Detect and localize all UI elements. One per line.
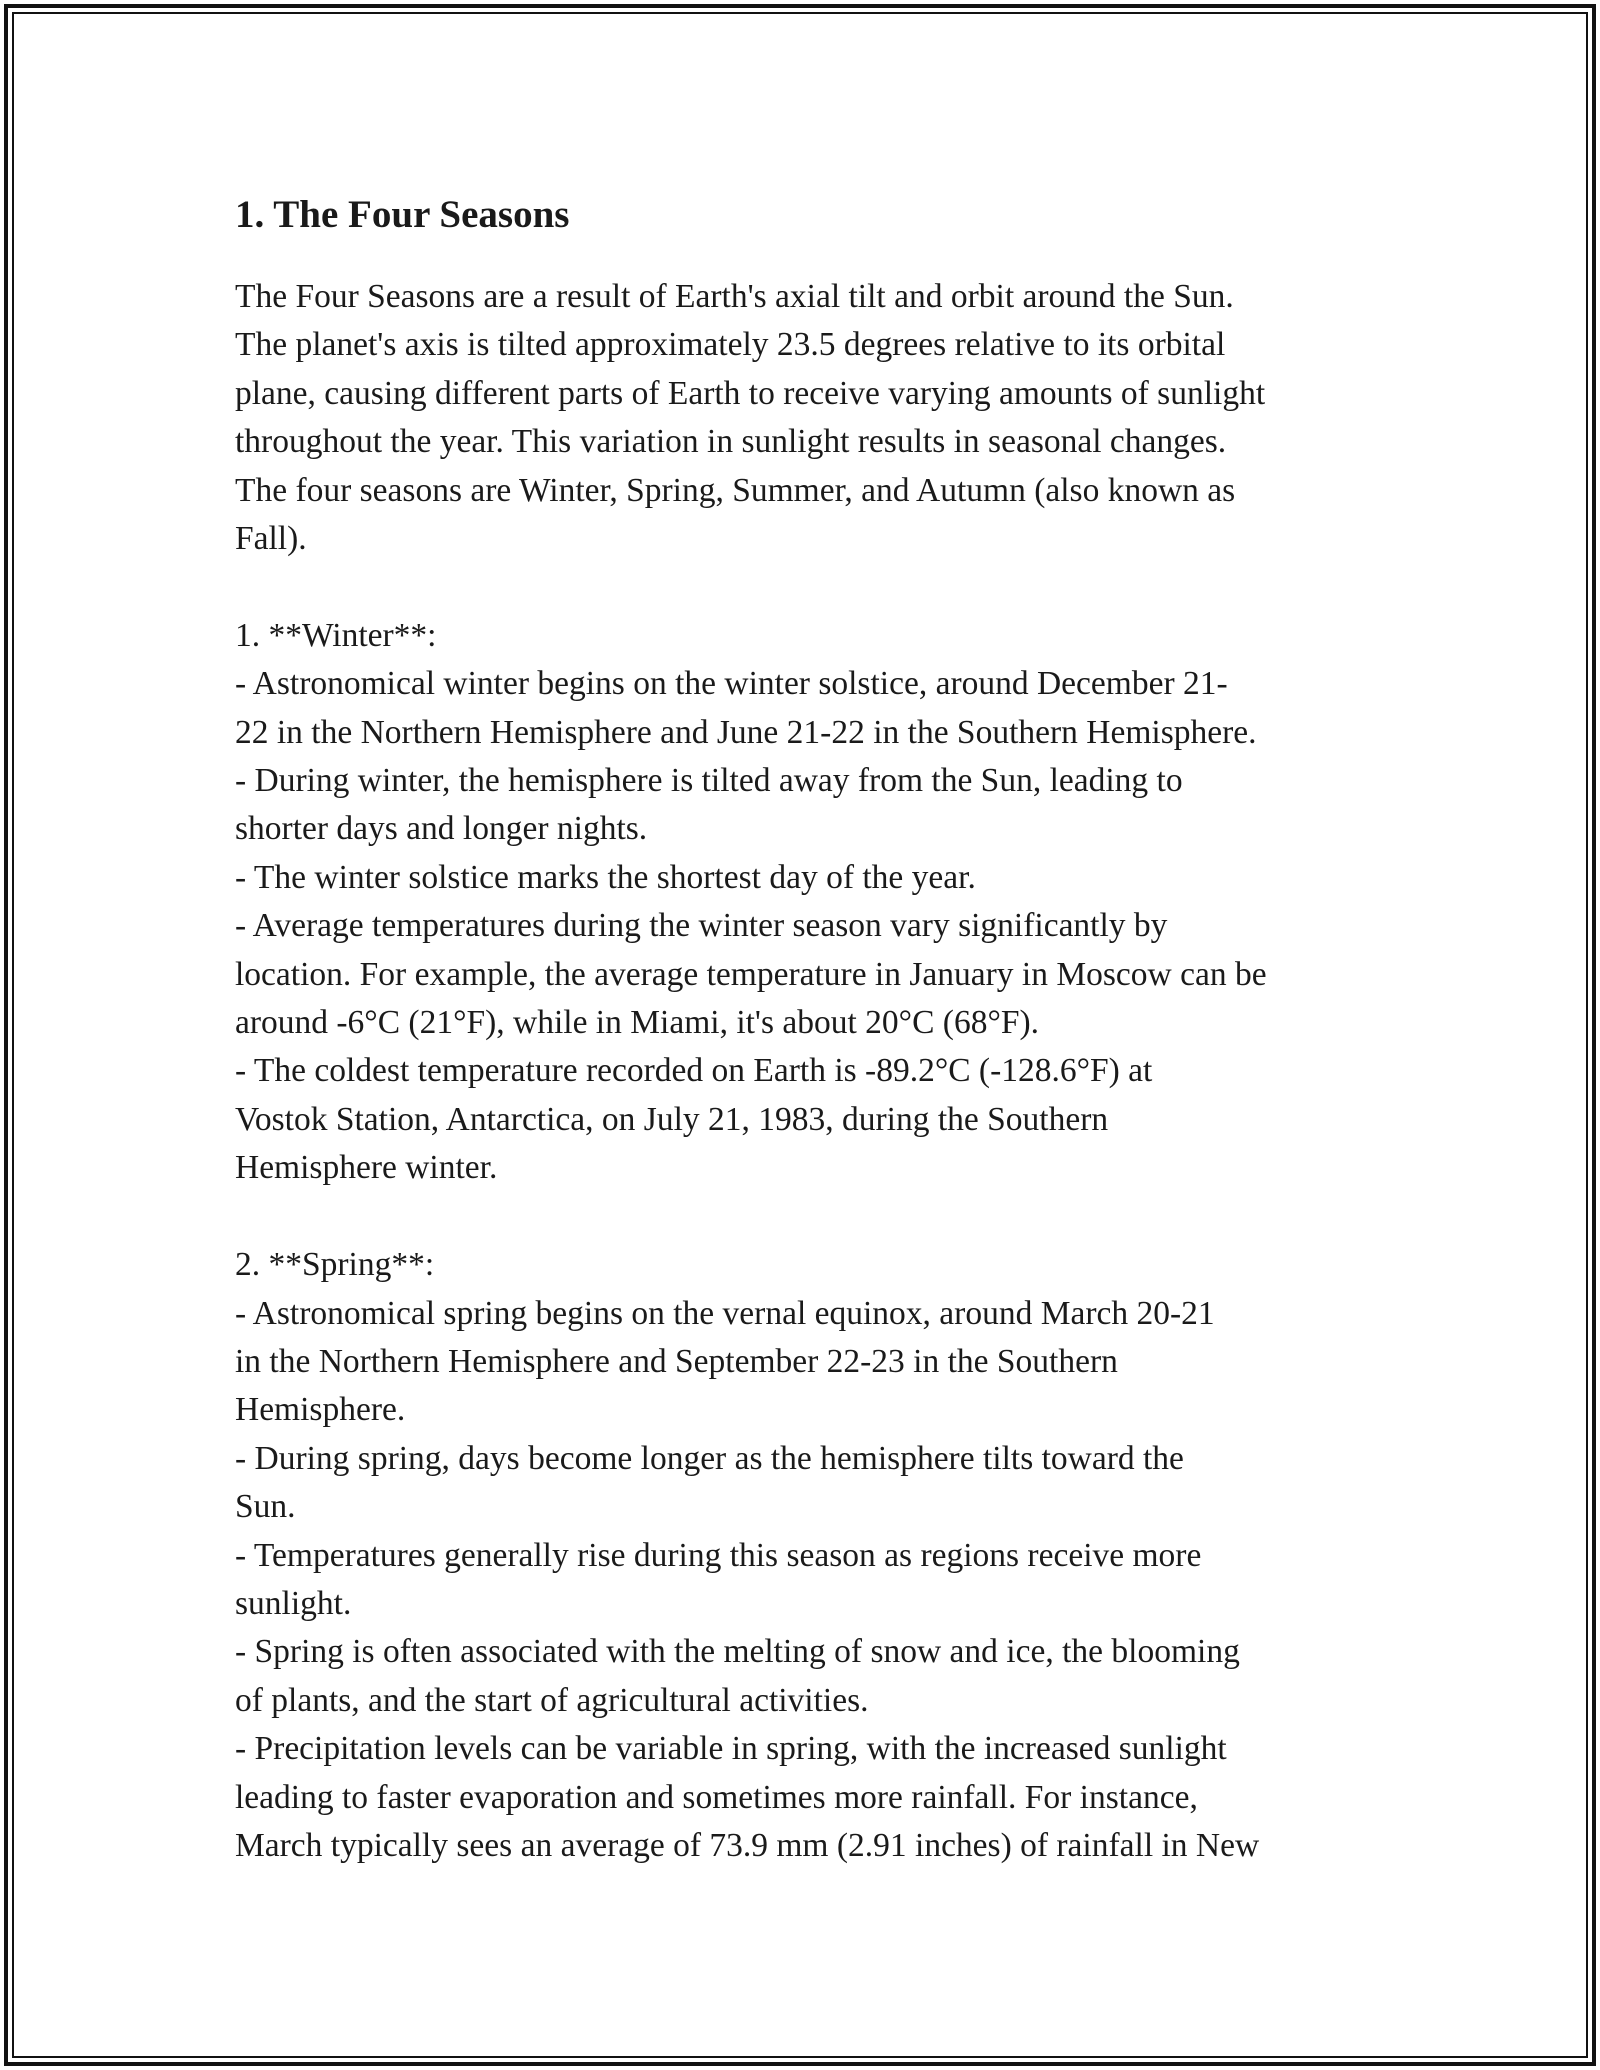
spring-title: 2. **Spring**: (235, 1246, 435, 1284)
spring-line-temperatures: - Temperatures generally rise during this season as regions receive more sunlight. (235, 1536, 1202, 1622)
blank-line (235, 1193, 1370, 1241)
winter-line-tilt: - During winter, the hemisphere is tilted away from the Sun, leading to shorter days and longer nights. (235, 762, 1183, 848)
winter-line-start: - Astronomical winter begins on the winter solstice, around December 21- 22 in the Northern Hemisphere and June 21-22 in the Southern Hemisphere. (235, 665, 1257, 751)
spring-line-start: - Astronomical spring begins on the vernal equinox, around March 20-21 in the Northern Hemisphere and September 22-23 in the Southern Hemisphere. (235, 1294, 1215, 1429)
winter-line-solstice: - The winter solstice marks the shortest day of the year. (235, 858, 976, 896)
spring-section (235, 1241, 1370, 1870)
spring-line-blooming: - Spring is often associated with the melting of snow and ice, the blooming of plants, and the start of agricultural activities. (235, 1633, 1240, 1719)
spring-line-precipitation: - Precipitation levels can be variable in spring, with the increased sunlight leading to faster evaporation and sometimes more rainfall. For instance, March typically sees an average of 73.9 mm (2.91 inches) of rainfall in New (235, 1730, 1260, 1864)
winter-title: 1. **Winter**: (235, 616, 437, 654)
winter-section (235, 612, 1370, 1193)
winter-line-record: - The coldest temperature recorded on Earth is -89.2°C (-128.6°F) at Vostok Station, Antarctica, on July 21, 1983, during the Southern Hemisphere winter. (235, 1052, 1153, 1187)
intro-paragraph: The Four Seasons are a result of Earth's axial tilt and orbit around the Sun. The planet's axis is tilted approximately 23.5 degrees relative to its orbital plane, causing different parts of Earth to receive varying amounts of sunlight throughout the year. This variation in sunlight results in seasonal changes. The four seasons are Winter, Spring, Summer, and Autumn (also known as Fall). (235, 278, 1266, 558)
spring-line-days: - During spring, days become longer as the hemisphere tilts toward the Sun. (235, 1439, 1184, 1526)
section-heading: 1. The Four Seasons (235, 193, 570, 236)
document-body (235, 185, 1370, 1870)
winter-line-temperatures: - Average temperatures during the winter season vary significantly by location. For example, the average temperature in January in Moscow can be around -6°C (21°F), while in Miami, it's about 20°C (68°F). (235, 907, 1267, 1042)
blank-line (235, 563, 1370, 611)
